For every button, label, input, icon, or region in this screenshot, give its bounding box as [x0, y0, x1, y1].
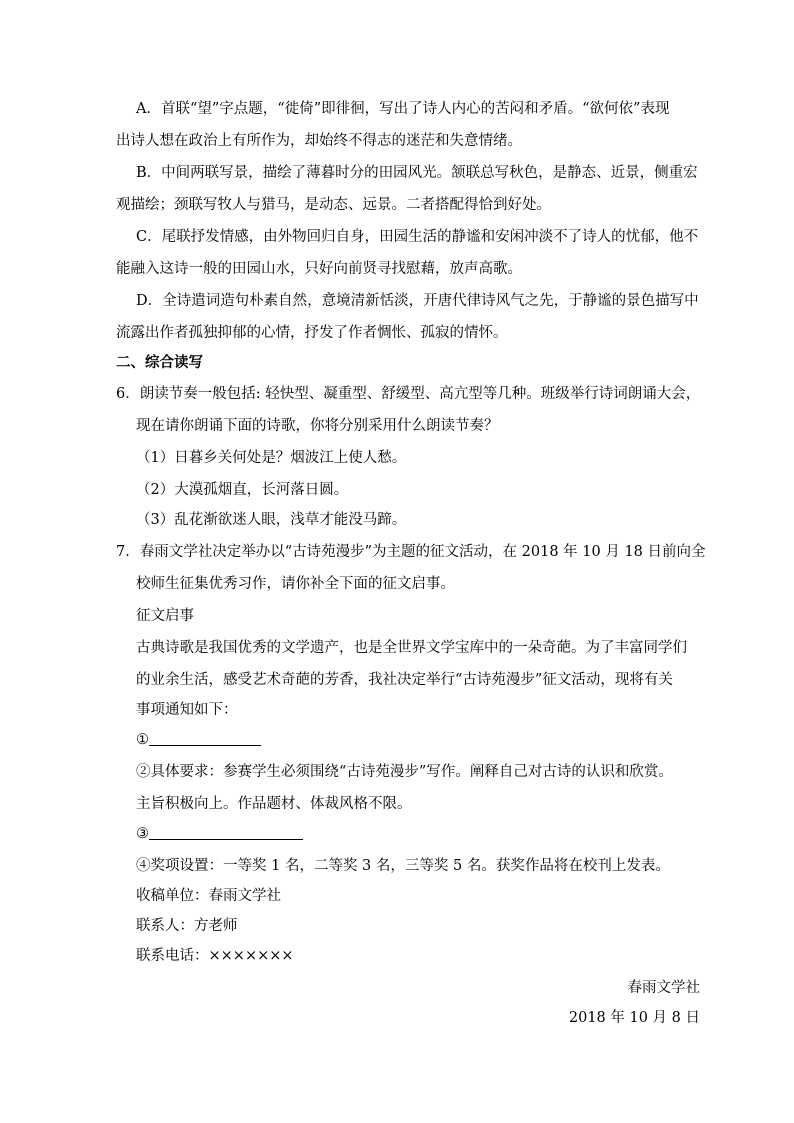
notice-title: 征文启事 — [136, 608, 194, 624]
q6-line1: 6．朗读节奏一般包括: 轻快型、凝重型、舒缓型、高亢型等几种。班级举行诗词朗诵大会， — [116, 386, 701, 402]
option-a-line1: A．首联“望”字点题，“徙倚”即徘徊，写出了诗人内心的苦闷和矛盾。“欲何依”表现 — [136, 101, 670, 117]
notice-signature: 春雨文学社 — [627, 980, 700, 996]
q6-item3: （3）乱花渐欲迷人眼，浅草才能没马蹄。 — [136, 512, 407, 528]
notice-body-line3: 事项通知如下： — [136, 702, 238, 718]
option-b-line2: 观描绘；颈联写牧人与猎马，是动态、远景。二者搭配得恰到好处。 — [116, 197, 551, 213]
option-c-line1: C．尾联抒发情感，由外物回归自身，田园生活的静谧和安闲冲淡不了诗人的忧郁，他不 — [136, 229, 699, 245]
notice-item4: ④奖项设置：一等奖 1 名，二等奖 3 名，三等奖 5 名。获奖作品将在校刊上发表。 — [136, 858, 670, 874]
q7-line1: 7．春雨文学社决定举办以“古诗苑漫步”为主题的征文活动，在 2018 年 10 月 18 日前向全 — [116, 544, 706, 560]
notice-date: 2018 年 10 月 8 日 — [568, 1010, 700, 1026]
item1-marker: ① — [136, 732, 149, 748]
notice-body-line1: 古典诗歌是我国优秀的文学遗产，也是全世界文学宝库中的一朵奇葩。为了丰富同学们 — [136, 640, 687, 656]
notice-item3 — [136, 824, 303, 844]
option-d-line2: 流露出作者孤独抑郁的心情，抒发了作者惆怅、孤寂的情怀。 — [116, 325, 508, 341]
notice-item2-line2: 主旨积极向上。作品题材、体裁风格不限。 — [136, 796, 412, 812]
notice-item2-line1: ②具体要求：参赛学生必须围绕“古诗苑漫步”写作。阐释自己对古诗的认识和欣赏。 — [136, 764, 673, 780]
notice-phone: 联系电话：××××××× — [136, 948, 294, 964]
notice-receiver: 收稿单位：春雨文学社 — [136, 888, 281, 904]
option-a-line2: 出诗人想在政治上有所作为，却始终不得志的迷茫和失意情绪。 — [116, 133, 522, 149]
notice-contact: 联系人：方老师 — [136, 918, 238, 934]
option-c-line2: 能融入这诗一般的田园山水，只好向前贤寻找慰藉，放声高歌。 — [116, 261, 522, 277]
q7-line2: 校师生征集优秀习作，请你补全下面的征文启事。 — [136, 576, 455, 592]
option-b-line1: B．中间两联写景，描绘了薄暮时分的田园风光。颔联总写秋色，是静态、近景，侧重宏 — [136, 165, 698, 181]
q6-item2: （2）大漠孤烟直，长河落日圆。 — [136, 482, 349, 498]
option-d-line1: D．全诗遣词造句朴素自然，意境清新恬淡，开唐代律诗风气之先，于静谧的景色描写中 — [136, 293, 699, 309]
item3-marker: ③ — [136, 826, 149, 842]
notice-body-line2: 的业余生活，感受艺术奇葩的芳香，我社决定举行“古诗苑漫步”征文活动，现将有关 — [136, 672, 673, 688]
item1-blank[interactable] — [149, 731, 261, 746]
q6-line2: 现在请你朗诵下面的诗歌，你将分别采用什么朗读节奏？ — [136, 418, 499, 434]
notice-item1 — [136, 730, 261, 750]
section-title: 二、综合读写 — [116, 355, 203, 371]
item3-blank[interactable] — [149, 825, 303, 840]
q6-item1: （1）日暮乡关何处是？烟波江上使人愁。 — [136, 450, 407, 466]
